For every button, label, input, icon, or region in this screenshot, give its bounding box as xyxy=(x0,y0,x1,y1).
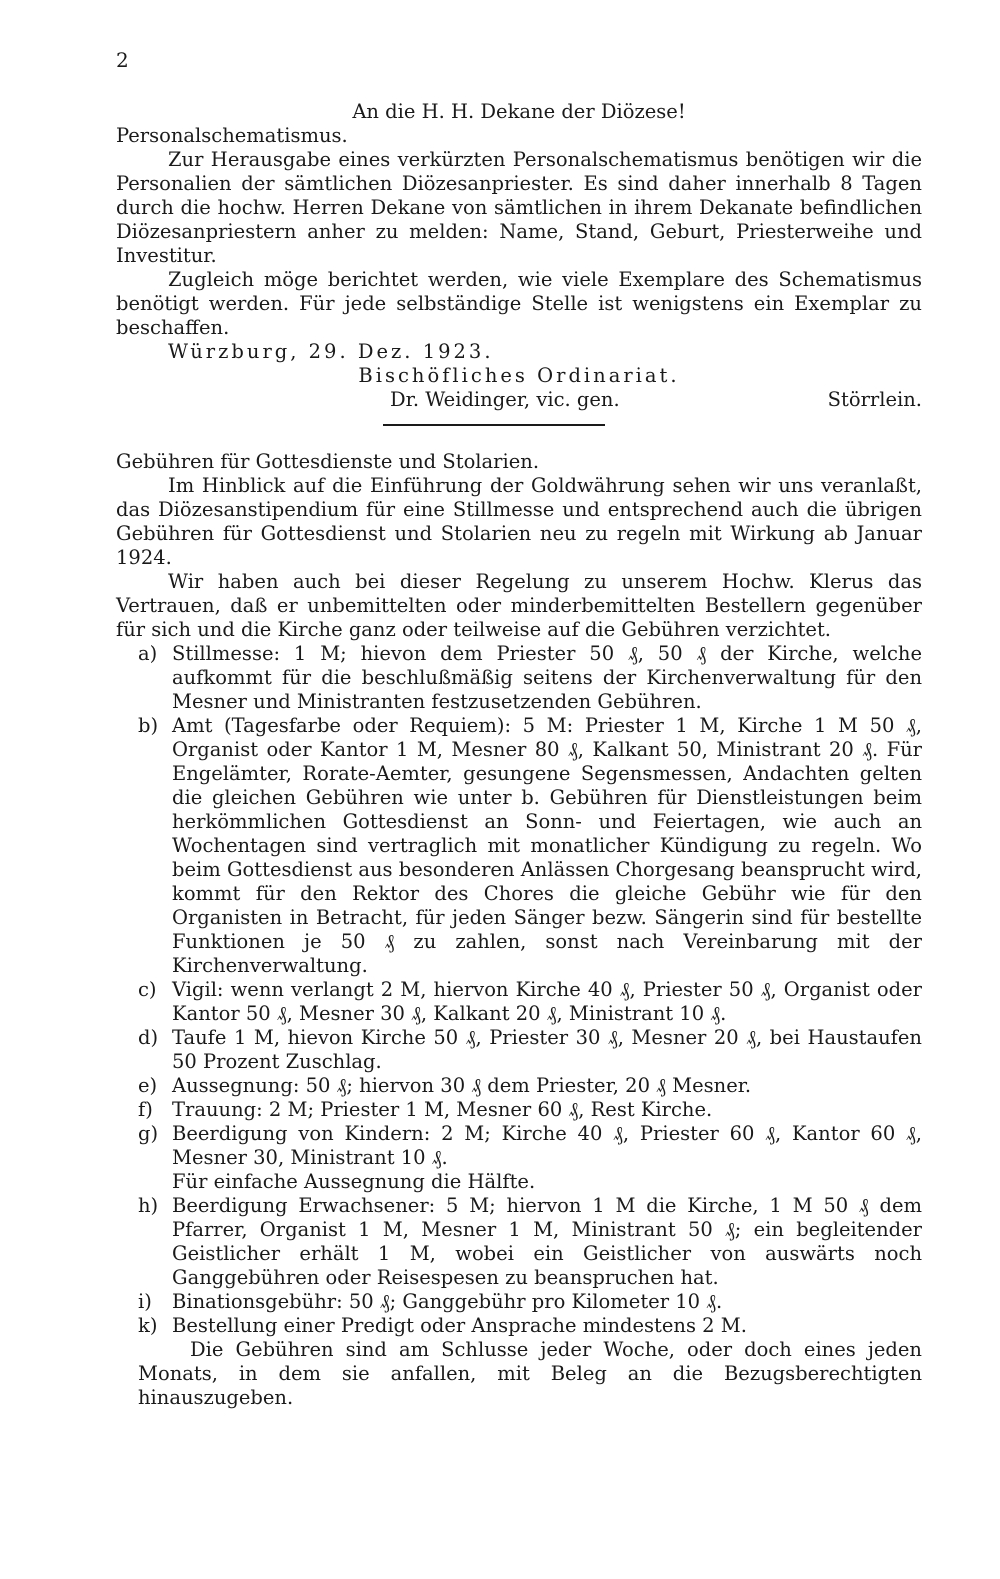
section-gebuehren xyxy=(116,450,922,1410)
fee-item-a xyxy=(116,642,922,714)
item-text: Stillmesse: 1 M; hievon dem Priester 50 ₰, 50 ₰ der Kirche, welche aufkommt für die beschlußmäßig seitens der Kirchenverwaltung für den Mesner und Ministranten festzusetzenden Gebühren. xyxy=(172,642,922,713)
item-label: e) xyxy=(138,1074,158,1097)
section-personalschematismus xyxy=(116,100,922,426)
item-label: b) xyxy=(138,714,159,737)
item-label: i) xyxy=(138,1290,152,1313)
paragraph: Zur Herausgabe eines verkürzten Personalschematismus benötigen wir die Personalien der sämtlichen Diözesanpriester. Es sind daher innerhalb 8 Tagen durch die hochw. Herren Dekane von sämtlichen in ihrem Dekanate befindlichen Diözesanpriestern anher zu melden: Name, Stand, Geburt, Priesterweihe und Investitur. xyxy=(116,148,922,267)
section-subject: Personalschematismus. xyxy=(116,124,348,147)
section-divider xyxy=(383,424,605,426)
item-label: f) xyxy=(138,1098,153,1121)
item-text: Beerdigung von Kindern: 2 M; Kirche 40 ₰, Priester 60 ₰, Kantor 60 ₰, Mesner 30, Ministrant 10 ₰. xyxy=(172,1122,922,1169)
item-text: Aussegnung: 50 ₰; hiervon 30 ₰ dem Priester, 20 ₰ Mesner. xyxy=(172,1074,752,1097)
item-text: Trauung: 2 M; Priester 1 M, Mesner 60 ₰, Rest Kirche. xyxy=(172,1098,713,1121)
item-text: Vigil: wenn verlangt 2 M, hiervon Kirche 40 ₰, Priester 50 ₰, Organist oder Kantor 50 ₰, Mesner 30 ₰, Kalkant 20 ₰, Ministrant 10 ₰. xyxy=(172,978,922,1025)
section-subject: Gebühren für Gottesdienste und Stolarien. xyxy=(116,450,540,473)
item-label: k) xyxy=(138,1314,158,1337)
paragraph: Wir haben auch bei dieser Regelung zu unserem Hochw. Klerus das Vertrauen, daß er unbemittelten oder minderbemittelten Bestellern gegenüber für sich und die Kirche ganz oder teilweise auf die Gebühren verzichtet. xyxy=(116,570,922,641)
page-number: 2 xyxy=(116,48,129,72)
item-text: Beerdigung Erwachsener: 5 M; hiervon 1 M die Kirche, 1 M 50 ₰ dem Pfarrer, Organist 1 M, Mesner 1 M, Ministrant 50 ₰; ein begleitender Geistlicher erhält 1 M, wobei ein Geistlicher von auswärts noch Ganggebühren oder Reisespesen zu beanspruchen hat. xyxy=(172,1194,922,1289)
signatory: Dr. Weidinger, vic. gen. xyxy=(390,388,620,411)
item-text: Taufe 1 M, hievon Kirche 50 ₰, Priester 30 ₰, Mesner 20 ₰, bei Haustaufen 50 Prozent Zuschlag. xyxy=(172,1026,922,1073)
section-addressee-heading: An die H. H. Dekane der Diözese! xyxy=(352,100,686,123)
item-label: a) xyxy=(138,642,158,665)
item-text: Amt (Tagesfarbe oder Requiem): 5 M: Priester 1 M, Kirche 1 M 50 ₰, Organist oder Kantor 1 M, Mesner 80 ₰, Kalkant 50, Ministrant 20 ₰. Für Engelämter, Rorate-Aemter, gesungene Segensmessen, Andachten gelten die gleichen Gebühren wie unter b. Gebühren für Dienstleistungen beim herkömmlichen Gottesdienst an Sonn- und Feiertagen, wie auch an Wochentagen sind vertraglich mit monatlicher Kündigung zu regeln. Wo beim Gottesdienst aus besonderen Anlässen Chorgesang beansprucht wird, kommt für den Rektor des Chores die gleiche Gebühr wie für den Organisten in Betracht, für jeden Sänger bezw. Sängerin sind für bestellte Funktionen je 50 ₰ zu zahlen, sonst nach Vereinbarung mit der Kirchenverwaltung. xyxy=(172,714,922,977)
paragraph: Zugleich möge berichtet werden, wie viele Exemplare des Schematismus benötigt werden. Für jede selbständige Stelle ist wenigstens ein Exemplar zu beschaffen. xyxy=(116,268,922,339)
item-text: Binationsgebühr: 50 ₰; Ganggebühr pro Kilometer 10 ₰. xyxy=(172,1290,723,1313)
item-label: d) xyxy=(138,1026,159,1049)
signature-row xyxy=(116,388,922,412)
secretary-signature: Störrlein. xyxy=(827,388,922,411)
fee-item-i xyxy=(116,1290,922,1314)
fee-item-e xyxy=(116,1074,922,1098)
item-label: g) xyxy=(138,1122,159,1145)
item-text: Für einfache Aussegnung die Hälfte. xyxy=(172,1170,536,1193)
fee-item-c xyxy=(116,978,922,1026)
item-label: c) xyxy=(138,978,157,1001)
fee-item-h xyxy=(116,1194,922,1290)
fee-item-g-note xyxy=(116,1170,922,1194)
issuing-authority: Bischöfliches Ordinariat. xyxy=(358,364,680,387)
closing-paragraph: Die Gebühren sind am Schlusse jeder Woche, oder doch eines jeden Monats, in dem sie anfallen, mit Beleg an die Bezugsberechtigten hinauszugeben. xyxy=(138,1338,922,1409)
item-text: Bestellung einer Predigt oder Ansprache mindestens 2 M. xyxy=(172,1314,747,1337)
place-date: Würzburg, 29. Dez. 1923. xyxy=(168,340,494,363)
paragraph: Im Hinblick auf die Einführung der Goldwährung sehen wir uns veranlaßt, das Diözesanstipendium für eine Stillmesse und entsprechend auch die übrigen Gebühren für Gottesdienst und Stolarien neu zu regeln mit Wirkung ab Januar 1924. xyxy=(116,474,922,569)
fee-item-k xyxy=(116,1314,922,1338)
fee-item-b xyxy=(116,714,922,978)
fee-item-d xyxy=(116,1026,922,1074)
fee-item-g xyxy=(116,1122,922,1170)
fee-item-f xyxy=(116,1098,922,1122)
item-label: h) xyxy=(138,1194,159,1217)
